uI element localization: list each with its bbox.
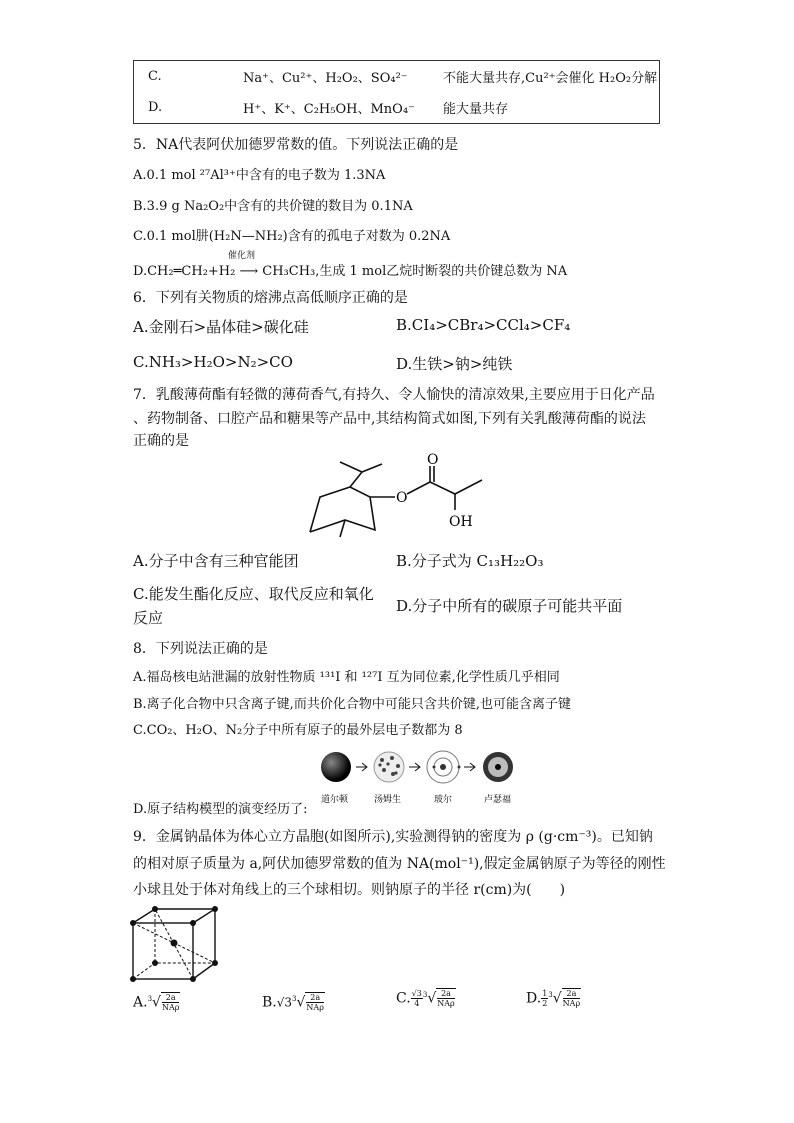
q5-stem: 5．NA代表阿伏加德罗常数的值。下列说法正确的是	[133, 137, 459, 153]
row-note: 不能大量共存,Cu²⁺会催化 H₂O₂分解	[443, 71, 658, 86]
q7-option-b: B.分子式为 C₁₃H₂₂O₃	[396, 552, 544, 570]
carbonyl-oxygen: O	[427, 452, 439, 468]
ester-oxygen: O	[396, 490, 408, 506]
q7-stem-line3: 正确的是	[133, 433, 189, 449]
atomic-model-evolution	[316, 747, 532, 805]
q5-option-d: D.CH₂═CH₂+H₂ ⟶ CH₃CH₃,生成 1 mol乙烷时断裂的共价键总数为 NA	[133, 264, 568, 279]
q8-stem: 8．下列说法正确的是	[133, 641, 268, 657]
q8-option-c: C.CO₂、H₂O、N₂分子中所有原子的最外层电子数都为 8	[133, 723, 463, 738]
q6-option-c: C.NH₃>H₂O>N₂>CO	[133, 353, 293, 371]
q7-stem-line1: 7．乳酸薄荷酯有轻微的薄荷香气,有持久、令人愉快的清凉效果,主要应用于日化产品	[133, 387, 655, 403]
q9-stem-line2: 的相对原子质量为 a,阿伏加德罗常数的值为 NA(mol⁻¹),假定金属钠原子为等径的刚性	[133, 856, 666, 872]
row-note: 能大量共存	[443, 102, 509, 117]
row-label: C.	[148, 69, 162, 84]
q9-option-a: A.$^3$√ $\frac{2a}{\text{NAρ}}$	[133, 993, 180, 1012]
q8-option-d: D.原子结构模型的演变经历了:	[133, 802, 308, 817]
table-row	[134, 92, 660, 124]
q7-option-c: C.能发生酯化反应、取代反应和氧化	[133, 585, 374, 603]
q7-option-a: A.分子中含有三种官能团	[133, 552, 299, 570]
hydroxyl-group: OH	[449, 514, 473, 530]
model-label-bohr: 玻尔	[434, 795, 453, 805]
catalyst-label: 催化剂	[228, 251, 256, 261]
q9-option-b: $B.√3^3√$ $\frac{2a}{\text{NAρ}}$	[262, 993, 324, 1012]
q6-option-a: A.金刚石>晶体硅>碳化硅	[133, 318, 309, 336]
q7-option-c-cont: 反应	[133, 609, 164, 627]
q5-option-c: C.0.1 mol肼(H₂N—NH₂)含有的孤电子对数为 0.2NA	[133, 229, 451, 244]
q8-option-a: A.福岛核电站泄漏的放射性物质 ¹³¹I 和 ¹²⁷I 互为同位素,化学性质几乎相同	[133, 670, 560, 685]
q5-option-a: A.0.1 mol ²⁷Al³⁺中含有的电子数为 1.3NA	[133, 168, 386, 183]
q7-option-d: D.分子中所有的碳原子可能共平面	[396, 597, 623, 615]
bcc-unit-cell-diagram	[128, 905, 220, 983]
q9-option-d: D. $\frac{1}{2}$ $^3$√ $\frac{2a}{\text{NAρ}}$	[526, 989, 581, 1008]
model-label-thomson: 汤姆生	[374, 795, 402, 805]
q6-stem: 6．下列有关物质的熔沸点高低顺序正确的是	[133, 290, 408, 306]
model-label-rutherford: 卢瑟福	[484, 795, 512, 805]
q6-option-b: B.CI₄>CBr₄>CCl₄>CF₄	[396, 316, 571, 334]
dalton-model-icon	[321, 752, 351, 782]
row-ions: Na⁺、Cu²⁺、H₂O₂、SO₄²⁻	[243, 71, 408, 86]
menthyl-lactate-structure	[300, 452, 500, 542]
q9-option-c: C. $\frac{√3}{4}$ $^3$√ $\frac{2a}{\text{NAρ}}$	[396, 989, 455, 1008]
table-row	[134, 61, 660, 93]
q7-stem-line2: 、药物制备、口腔产品和糖果等产品中,其结构简式如图,下列有关乳酸薄荷酯的说法	[133, 411, 646, 427]
cyclohexane-ring	[310, 487, 375, 532]
q8-option-b: B.离子化合物中只含离子键,而共价化合物中可能只含共价键,也可能含离子键	[133, 697, 571, 712]
q9-stem-line1: 9．金属钠晶体为体心立方晶胞(如图所示),实验测得钠的密度为 ρ (g·cm⁻³)。已知钠	[133, 829, 653, 845]
row-label: D.	[148, 100, 163, 115]
q6-option-d: D.生铁>钠>纯铁	[396, 355, 513, 373]
row-ions: H⁺、K⁺、C₂H₅OH、MnO₄⁻	[243, 102, 415, 117]
q9-stem-line3: 小球且处于体对角线上的三个球相切。则钠原子的半径 r(cm)为( )	[133, 882, 566, 898]
q5-option-b: B.3.9 g Na₂O₂中含有的共价键的数目为 0.1NA	[133, 199, 413, 214]
model-label-dalton: 道尔顿	[321, 795, 349, 805]
methyl-bond	[340, 520, 345, 537]
ion-coexistence-table	[133, 60, 660, 124]
